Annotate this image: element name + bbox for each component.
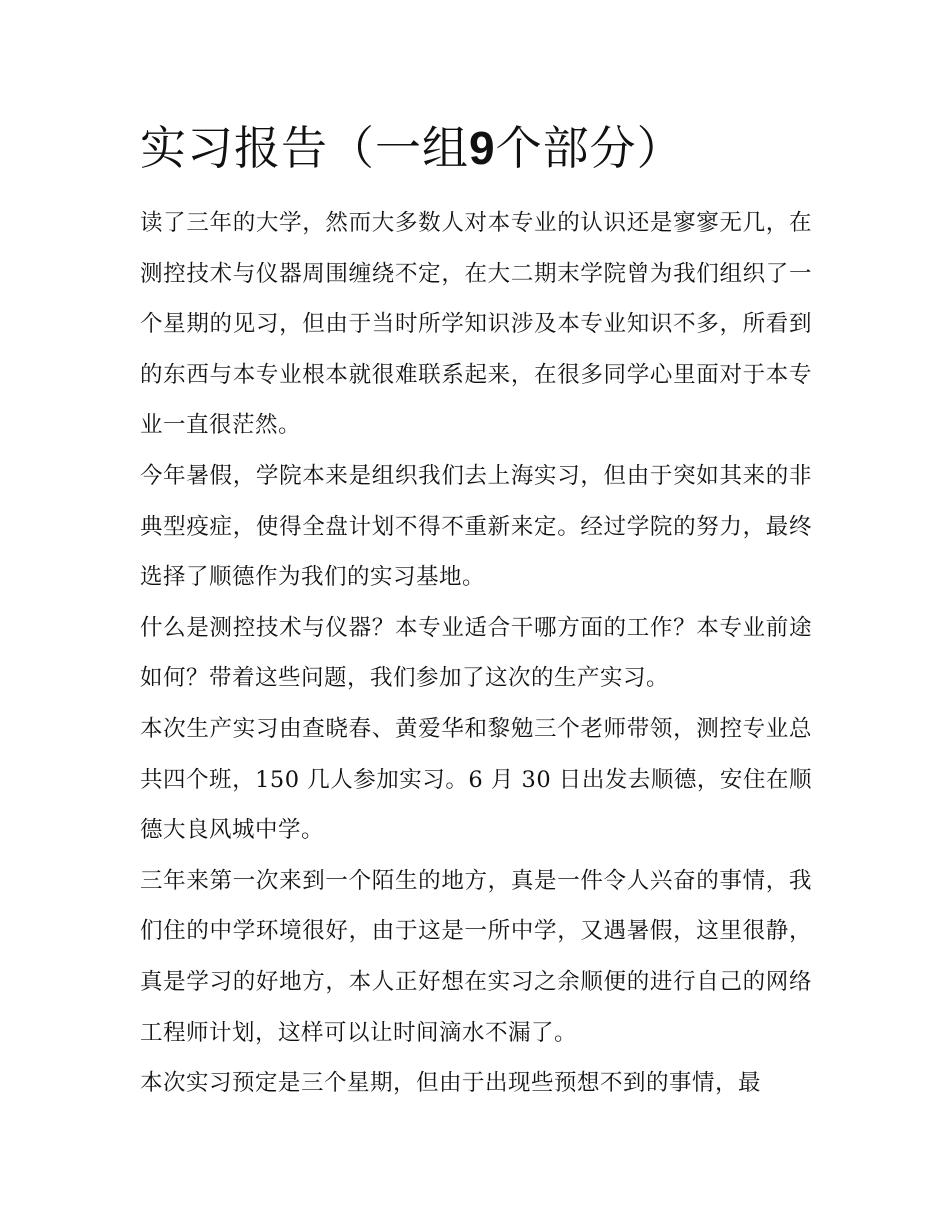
document-body — [140, 198, 812, 1109]
paragraph-5: 三年来第一次来到一个陌生的地方，真是一件令人兴奋的事情，我们住的中学环境很好，由于这是一所中学，又遇暑假，这里很静，真是学习的好地方，本人正好想在实习之余顺便的进行自己的网络工程师计划，这样可以让时间滴水不漏了。 — [140, 867, 812, 1046]
paragraph-3: 什么是测控技术与仪器？本专业适合干哪方面的工作？本专业前途如何？带着这些问题，我们参加了这次的生产实习。 — [140, 614, 812, 692]
paragraph-1: 读了三年的大学，然而大多数人对本专业的认识还是寥寥无几，在测控技术与仪器周围缠绕不定，在大二期末学院曾为我们组织了一个星期的见习，但由于当时所学知识涉及本专业知识不多，所看到的东西与本专业根本就很难联系起来，在很多同学心里面对于本专业一直很茫然。 — [140, 210, 812, 439]
paragraph-4: 本次生产实习由查晓春、黄爱华和黎勉三个老师带领，测控专业总共四个班，150 几人参加实习。6 月 30 日出发去顺德，安住在顺德大良风城中学。 — [140, 715, 812, 844]
title-suffix: 个部分） — [495, 121, 684, 175]
paragraph-6: 本次实习预定是三个星期，但由于出现些预想不到的事情，最 — [140, 1070, 762, 1097]
document-title — [140, 118, 820, 178]
paragraph-2: 今年暑假，学院本来是组织我们去上海实习，但由于突如其来的非典型疫症，使得全盘计划不得不重新来定。经过学院的努力，最终选择了顺德作为我们的实习基地。 — [140, 462, 812, 591]
title-number: 9 — [469, 122, 496, 174]
title-prefix: 实习报告（一组 — [140, 121, 469, 175]
